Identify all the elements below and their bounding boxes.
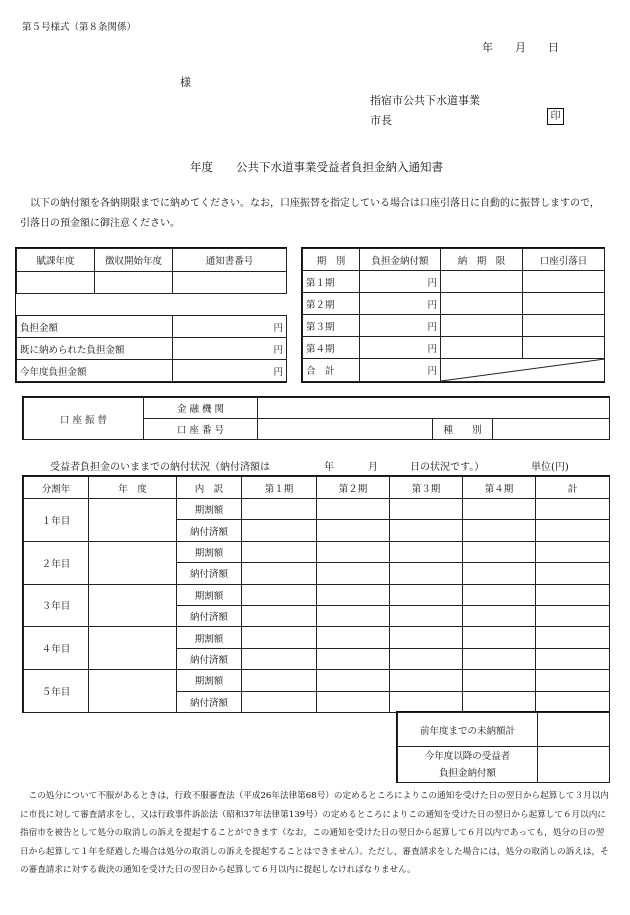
amount-cell[interactable]	[242, 648, 317, 669]
diagonal-line	[441, 359, 605, 381]
charge-amount-unit[interactable]: 円	[173, 316, 287, 338]
header-installment-amount: 負担金納付額	[360, 249, 441, 271]
paid-amount-label: 納付済額	[177, 520, 242, 541]
installment-amount-label: 期割額	[177, 670, 242, 691]
financial-institution-value[interactable]	[258, 398, 610, 419]
period-2-debit[interactable]	[523, 293, 605, 315]
amount-cell[interactable]	[536, 584, 610, 605]
amount-cell[interactable]	[536, 520, 610, 541]
split-year-label: ４年目	[24, 627, 89, 670]
issuer-org: 指宿市公共下水道事業	[370, 94, 480, 107]
amount-cell[interactable]	[317, 670, 390, 691]
header-period-1: 第１期	[242, 477, 317, 499]
paid-amount-label: 納付済額	[177, 605, 242, 626]
current-year-amount-unit[interactable]: 円	[173, 360, 287, 382]
paid-amount-label: 既に納められた負担金額	[17, 338, 173, 360]
future-amount-label-line2: 負担金納付額	[438, 767, 496, 779]
paid-amount-label: 納付済額	[177, 563, 242, 584]
amount-cell[interactable]	[242, 499, 317, 520]
amount-cell[interactable]	[463, 691, 536, 712]
amount-cell[interactable]	[536, 605, 610, 626]
amount-cell[interactable]	[317, 499, 390, 520]
header-period-3: 第３期	[390, 477, 463, 499]
start-year-value[interactable]	[95, 272, 173, 294]
future-amount-label-line1: 今年度以降の受益者	[424, 750, 511, 762]
amount-cell[interactable]	[317, 563, 390, 584]
bank-transfer-label: 口 座 振 替	[24, 398, 144, 440]
table-row	[24, 499, 610, 520]
amount-cell[interactable]	[242, 520, 317, 541]
installment-amount-label: 期割額	[177, 499, 242, 520]
amount-cell[interactable]	[536, 499, 610, 520]
amount-cell[interactable]	[463, 499, 536, 520]
intro-text: 以下の納付額を各納期限までに納めてください。なお，口座振替を指定している場合は口座引落日に自動的に振替しますので，引落日の預金額に御注意ください。	[20, 198, 600, 229]
header-split-year: 分割年	[24, 477, 89, 499]
fiscal-year-cell[interactable]	[89, 499, 177, 542]
amount-cell[interactable]	[463, 605, 536, 626]
period-3-due[interactable]	[441, 315, 523, 337]
account-number-label: 口 座 番 号	[144, 419, 258, 440]
appeal-notice: この処分について不服があるときは，行政不服審査法（平成26年法律第68号）の定めるところによりこの通知を受けた日の翌日から起算して３月以内に市長に対して審査請求をし，又は行政事件訴訟法（昭和37年法律第139号）の定めるところによりこの通知を受けた日の翌日から起算して６月以内に指宿市を被告として処分の取消しの訴えを提起することができます（なお，この通知を受けた日の翌日から起算して６月以内であっても，処分の日の翌日から起算して１年を経過した場合は処分の取消しの訴えを提起することはできません）。ただし，審査請求をした場合には，処分の取消しの訴えは，その審査請求に対する裁決の通知を受けた日の翌日から起算して６月以内に提起しなければなりません。	[20, 791, 609, 875]
account-type-label: 種 別	[433, 419, 493, 440]
amount-cell[interactable]	[317, 627, 390, 648]
amount-cell[interactable]	[463, 541, 536, 562]
paid-amount-unit[interactable]: 円	[173, 338, 287, 360]
header-period-4: 第４期	[463, 477, 536, 499]
period-1-debit[interactable]	[523, 271, 605, 293]
financial-institution-label: 金 融 機 関	[144, 398, 258, 419]
amount-cell[interactable]	[317, 691, 390, 712]
header-period-2: 第２期	[317, 477, 390, 499]
amount-cell[interactable]	[463, 627, 536, 648]
period-3-amount[interactable]: 円	[360, 315, 441, 337]
header-debit-date: 口座引落日	[523, 249, 605, 271]
paid-amount-label: 納付済額	[177, 691, 242, 712]
current-year-amount-label: 今年度負担金額	[17, 360, 173, 382]
amount-cell[interactable]	[317, 605, 390, 626]
future-amount-value[interactable]	[538, 747, 610, 783]
amount-cell[interactable]	[317, 648, 390, 669]
amount-cell[interactable]	[390, 499, 463, 520]
amount-cell[interactable]	[317, 541, 390, 562]
payment-status-table	[22, 475, 610, 713]
status-suffix: 日の状況です。）	[410, 462, 485, 473]
issuer-title: 市長	[370, 114, 392, 127]
amount-cell[interactable]	[390, 605, 463, 626]
charge-amount-label: 負担金額	[17, 316, 173, 338]
split-year-label: ３年目	[24, 584, 89, 627]
header-fiscal-year: 年 度	[89, 477, 177, 499]
amount-cell[interactable]	[390, 670, 463, 691]
amount-cell[interactable]	[536, 670, 610, 691]
account-type-value[interactable]	[493, 419, 610, 440]
period-1-due[interactable]	[441, 271, 523, 293]
amount-cell[interactable]	[242, 627, 317, 648]
header-assessment-year: 賦課年度	[17, 249, 95, 272]
amount-cell[interactable]	[463, 584, 536, 605]
fiscal-year-cell[interactable]	[89, 627, 177, 670]
header-breakdown: 内 訳	[177, 477, 242, 499]
total-label: 合 計	[303, 359, 360, 382]
status-unit: 単位(円)	[531, 462, 569, 473]
amount-cell[interactable]	[536, 541, 610, 562]
period-2-amount[interactable]: 円	[360, 293, 441, 315]
amount-cell[interactable]	[242, 584, 317, 605]
unpaid-total-value[interactable]	[538, 713, 610, 747]
status-prefix: 受益者負担金のいままでの納付状況（納付済額は	[50, 462, 270, 473]
document-title: 年度 公共下水道事業受益者負担金納入通知書	[190, 160, 443, 174]
period-2-due[interactable]	[441, 293, 523, 315]
period-4-label: 第４期	[303, 337, 360, 359]
assessment-info-table	[15, 247, 287, 383]
status-month: 月	[368, 462, 378, 473]
period-3-debit[interactable]	[523, 315, 605, 337]
notice-number-value[interactable]	[173, 272, 287, 294]
total-hatched-cell	[441, 359, 605, 382]
unpaid-total-label: 前年度までの未納額計	[398, 713, 538, 747]
bank-transfer-table	[22, 396, 610, 440]
amount-cell[interactable]	[390, 520, 463, 541]
amount-cell[interactable]	[242, 670, 317, 691]
amount-cell[interactable]	[463, 648, 536, 669]
seal-text: 印	[547, 108, 564, 125]
header-due-date: 納 期 限	[441, 249, 523, 271]
table-row	[24, 584, 610, 605]
amount-cell[interactable]	[317, 520, 390, 541]
future-amount-label	[398, 747, 538, 783]
amount-cell[interactable]	[536, 563, 610, 584]
amount-cell[interactable]	[390, 627, 463, 648]
date-line: 年 月 日	[482, 41, 559, 54]
seal-mark	[547, 108, 564, 125]
amount-cell[interactable]	[242, 691, 317, 712]
paid-amount-label: 納付済額	[177, 648, 242, 669]
amount-cell[interactable]	[390, 648, 463, 669]
account-number-value[interactable]	[258, 419, 433, 440]
amount-cell[interactable]	[242, 541, 317, 562]
installment-amount-label: 期割額	[177, 627, 242, 648]
fiscal-year-cell[interactable]	[89, 584, 177, 627]
header-start-year: 徴収開始年度	[95, 249, 173, 272]
total-amount[interactable]: 円	[360, 359, 441, 382]
status-rows	[24, 499, 610, 713]
table-row	[24, 541, 610, 562]
amount-cell[interactable]	[463, 520, 536, 541]
fiscal-year-cell[interactable]	[89, 670, 177, 713]
installment-amount-label: 期割額	[177, 584, 242, 605]
installment-amount-label: 期割額	[177, 541, 242, 562]
table-row	[24, 627, 610, 648]
header-total: 計	[536, 477, 610, 499]
split-year-label: ５年目	[24, 670, 89, 713]
period-4-amount[interactable]: 円	[360, 337, 441, 359]
period-1-label: 第１期	[303, 271, 360, 293]
amount-cell[interactable]	[536, 627, 610, 648]
addressee-suffix: 様	[180, 76, 191, 89]
form-number: 第５号様式（第８条関係）	[22, 22, 137, 33]
spacer-row	[17, 294, 287, 316]
period-4-debit[interactable]	[523, 337, 605, 359]
status-year: 年	[324, 462, 334, 473]
amount-cell[interactable]	[463, 670, 536, 691]
assessment-year-value[interactable]	[17, 272, 95, 294]
fiscal-year-cell[interactable]	[89, 541, 177, 584]
amount-cell[interactable]	[390, 691, 463, 712]
split-year-label: ２年目	[24, 541, 89, 584]
amount-cell[interactable]	[390, 563, 463, 584]
amount-cell[interactable]	[390, 584, 463, 605]
amount-cell[interactable]	[536, 691, 610, 712]
amount-cell[interactable]	[390, 541, 463, 562]
installment-table	[301, 247, 605, 383]
amount-cell[interactable]	[242, 563, 317, 584]
amount-cell[interactable]	[536, 648, 610, 669]
period-1-amount[interactable]: 円	[360, 271, 441, 293]
period-3-label: 第３期	[303, 315, 360, 337]
amount-cell[interactable]	[463, 563, 536, 584]
amount-cell[interactable]	[242, 605, 317, 626]
header-notice-number: 通知書番号	[173, 249, 287, 272]
period-4-due[interactable]	[441, 337, 523, 359]
header-period: 期 別	[303, 249, 360, 271]
split-year-label: １年目	[24, 499, 89, 542]
period-2-label: 第２期	[303, 293, 360, 315]
amount-cell[interactable]	[317, 584, 390, 605]
table-row	[24, 670, 610, 691]
summary-table	[396, 711, 610, 783]
